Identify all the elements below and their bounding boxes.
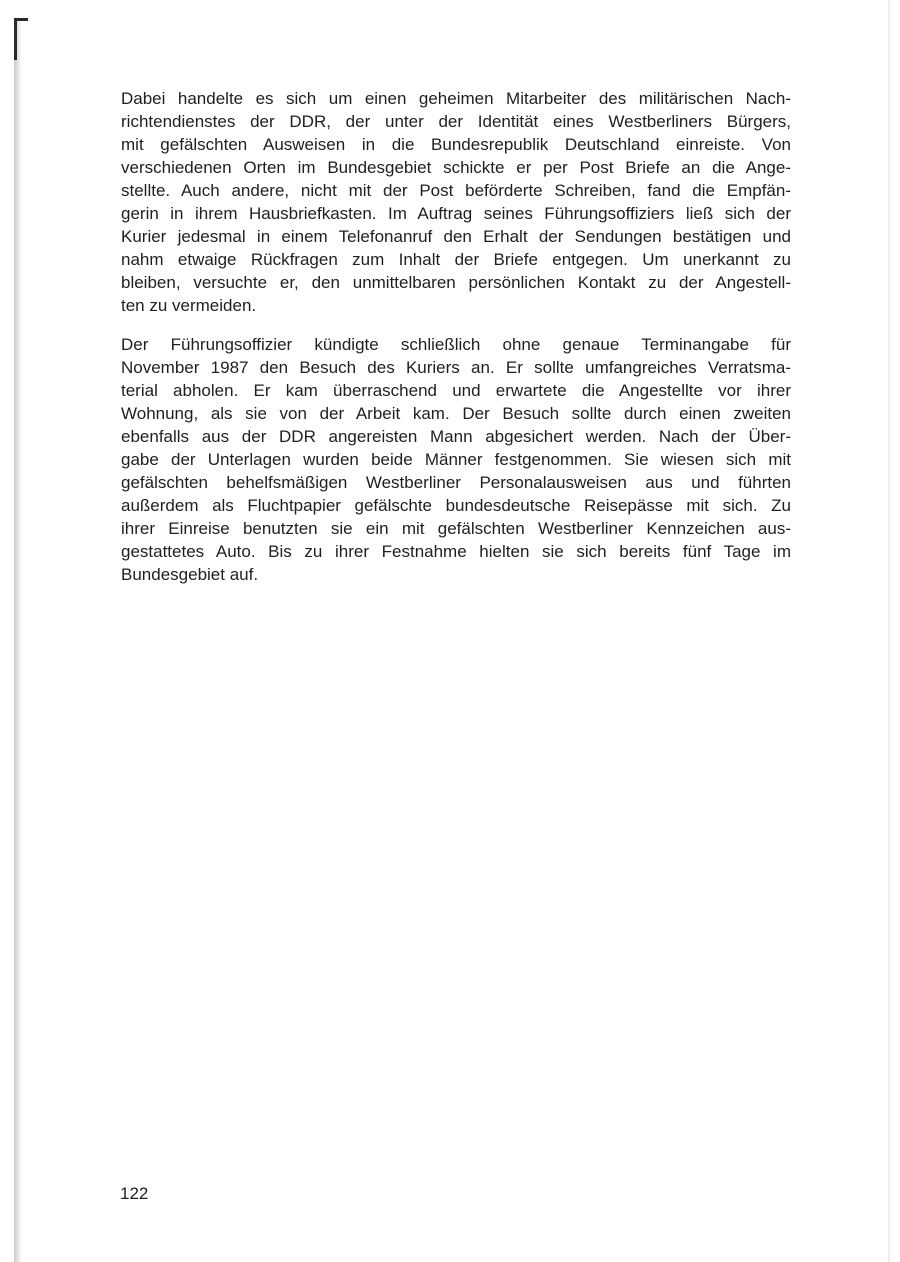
text-line: Dabei handelte es sich um einen geheimen Mitarbeiter des militärischen Nach- [121,89,791,108]
text-line: mit gefälschten Ausweisen in die Bundesrepublik Deutschland einreiste. Von [121,135,791,154]
text-line: Der Führungsoffizier kündigte schließlich ohne genaue Terminangabe für [121,335,791,354]
text-line: ten zu vermeiden. [121,296,257,315]
text-line: November 1987 den Besuch des Kuriers an. Er sollte umfangreiches Verratsma- [121,358,791,377]
paragraph-1 [121,87,791,317]
text-line: gefälschten behelfsmäßigen Westberliner Personalausweisen aus und führten [121,473,791,492]
scan-edge-right [888,0,890,1262]
text-line: ihrer Einreise benutzten sie ein mit gefälschten Westberliner Kennzeichen aus- [121,519,791,538]
text-line: bleiben, versuchte er, den unmittelbaren persönlichen Kontakt zu der Angestell- [121,273,791,292]
text-line: gabe der Unterlagen wurden beide Männer festgenommen. Sie wiesen sich mit [121,450,791,469]
text-line: Wohnung, als sie von der Arbeit kam. Der Besuch sollte durch einen zweiten [121,404,791,423]
scan-margin-shadow [14,18,21,1262]
text-line: außerdem als Fluchtpapier gefälschte bundesdeutsche Reisepässe mit sich. Zu [121,496,791,515]
text-line: ebenfalls aus der DDR angereisten Mann abgesichert werden. Nach der Über- [121,427,791,446]
text-line: richtendienstes der DDR, der unter der Identität eines Westberliners Bürgers, [121,112,791,131]
text-line: gerin in ihrem Hausbriefkasten. Im Auftrag seines Führungsoffiziers ließ sich der [121,204,791,223]
crop-mark-vertical [14,18,17,60]
text-line: terial abholen. Er kam überraschend und erwartete die Angestellte vor ihrer [121,381,791,400]
text-line: Kurier jedesmal in einem Telefonanruf den Erhalt der Sendungen bestätigen und [121,227,791,246]
text-line: gestattetes Auto. Bis zu ihrer Festnahme hielten sie sich bereits fünf Tage im [121,542,791,561]
text-line: nahm etwaige Rückfragen zum Inhalt der Briefe entgegen. Um unerkannt zu [121,250,791,269]
paragraph-2 [121,333,791,586]
text-line: Bundesgebiet auf. [121,565,259,584]
text-line: stellte. Auch andere, nicht mit der Post beförderte Schreiben, fand die Empfän- [121,181,791,200]
text-line: verschiedenen Orten im Bundesgebiet schickte er per Post Briefe an die Ange- [121,158,791,177]
page-number: 122 [120,1184,149,1203]
